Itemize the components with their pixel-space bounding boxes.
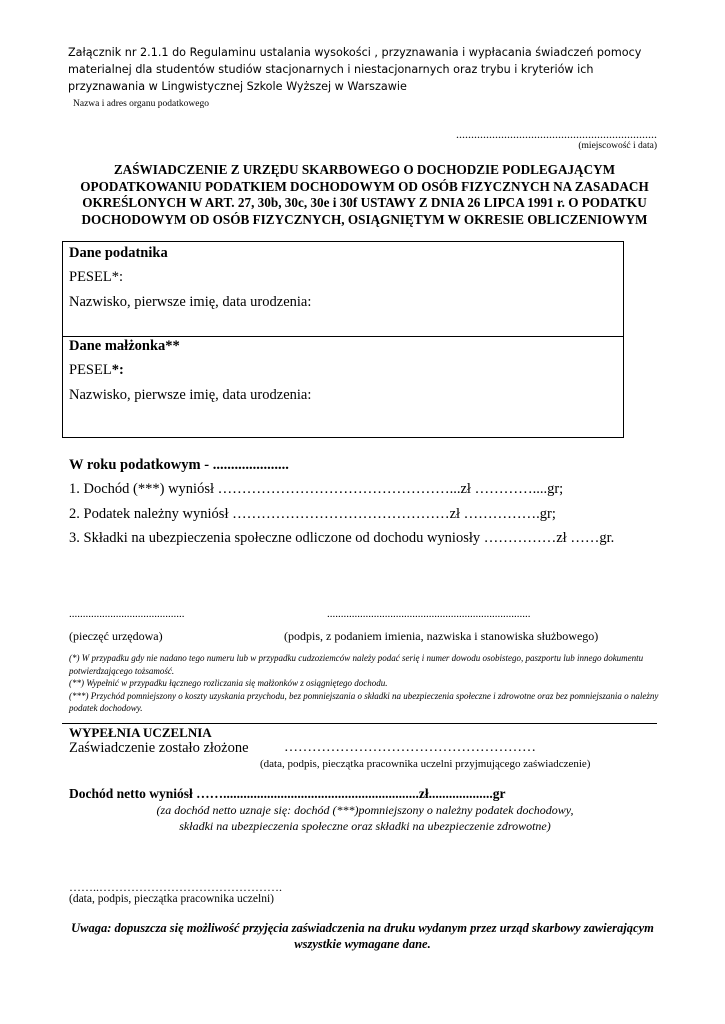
remark-note: Uwaga: dopuszcza się możliwość przyjęcia zaświadczenia na druku wydanym przez urząd skarbowy zawierającym wszystkie wymagane dane. [71, 921, 654, 951]
university-signature-field[interactable]: ……..………………………………………. [69, 880, 282, 894]
footnote-spouse: (**) Wypełnić w przypadku łącznego rozliczania się małżonków z osiągniętego dochodu. [69, 678, 388, 688]
submitted-label: Zaświadczenie zostało złożone [69, 740, 249, 756]
university-section-title: WYPEŁNIA UCZELNIA [69, 725, 212, 740]
stamp-label: (pieczęć urzędowa) [69, 629, 163, 643]
submitted-caption: (data, podpis, pieczątka pracownika uczelni przyjmującego zaświadczenie) [260, 758, 591, 770]
submitted-signature-field[interactable]: ……………………………………………… [284, 740, 536, 755]
spouse-heading: Dane małżonka** [69, 338, 180, 354]
document-title: ZAŚWIADCZENIE Z URZĘDU SKARBOWEGO O DOCHODZIE PODLEGAJĄCYM OPODATKOWANIU PODATKIEM DOCHODOWYM OD OSÓB FIZYCZNYCH NA ZASADACH OKREŚLONYCH W ART. 27, 30b, 30c, 30e i 30f USTAWY Z DNIA 26 LIPCA 1991 r. O PODATKU DOCHODOWYM OD OSÓB FIZYCZNYCH, OSIĄGNIĘTYM W OKRESIE OBLICZENIOWYM [80, 162, 649, 227]
place-date-field[interactable]: ................................................................... [456, 127, 657, 141]
taxpayer-pesel-field[interactable]: PESEL*: [69, 269, 123, 285]
box-divider [63, 336, 623, 337]
footnotes [69, 652, 669, 715]
tax-due-line[interactable]: 2. Podatek należny wyniósł ………………………………………zł …………….gr; [69, 506, 556, 522]
university-signature-label: (data, podpis, pieczątka pracownika uczelni) [69, 893, 274, 905]
official-signature-label: (podpis, z podaniem imienia, nazwiska i stanowiska służbowego) [284, 629, 599, 643]
place-date-label: (miejscowość i data) [578, 141, 657, 151]
official-signature-field[interactable]: .......................................................................... [327, 608, 531, 620]
footnote-income: (***) Przychód pomniejszony o koszty uzyskania przychodu, bez pomniejszania o składki na ubezpieczenia społeczne i zdrowotne oraz bez pomniejszania o należny podatek dochodowy. [69, 690, 659, 713]
spouse-pesel-field[interactable] [69, 362, 124, 379]
spouse-pesel-suffix: *: [111, 362, 124, 378]
stamp-field[interactable]: .......................................... [69, 608, 185, 620]
footnote-pesel: (*) W przypadku gdy nie nadano tego numeru lub w przypadku cudzoziemców należy podać serię i numer dowodu osobistego, paszportu lub innego dokumentu potwierdzającego tożsamość. [69, 653, 644, 676]
spouse-pesel-label: PESEL [69, 362, 112, 378]
taxpayer-heading: Dane podatnika [69, 245, 168, 261]
net-income-field[interactable]: Dochód netto wyniósł ……..........................................................zł...................gr [69, 786, 506, 801]
attachment-note: Załącznik nr 2.1.1 do Regulaminu ustalania wysokości , przyznawania i wypłacania świadczeń pomocy materialnej dla studentów studiów stacjonarnych i niestacjonarnych oraz trybu i kryteriów ich przyznawania w Lingwistycznej Szkole Wyższej w Warszawie [68, 46, 642, 93]
income-line[interactable]: 1. Dochód (***) wyniósł …………………………………………...zł …………....gr; [69, 481, 564, 497]
personal-data-box [62, 241, 624, 438]
tax-office-label: Nazwa i adres organu podatkowego [73, 99, 209, 109]
net-income-note: (za dochód netto uznaje się: dochód (***)pomniejszony o należny podatek dochodowy, składki na ubezpieczenia społeczne oraz składki na ubezpieczenie zdrowotne) [156, 803, 574, 833]
tax-year-heading[interactable]: W roku podatkowym - ..................... [69, 457, 289, 473]
social-contributions-line[interactable]: 3. Składki na ubezpieczenia społeczne odliczone od dochodu wyniosły ……………zł ……gr. [69, 530, 615, 546]
spouse-name-field[interactable]: Nazwisko, pierwsze imię, data urodzenia: [69, 387, 312, 403]
taxpayer-name-field[interactable]: Nazwisko, pierwsze imię, data urodzenia: [69, 294, 312, 310]
section-separator [62, 723, 657, 724]
